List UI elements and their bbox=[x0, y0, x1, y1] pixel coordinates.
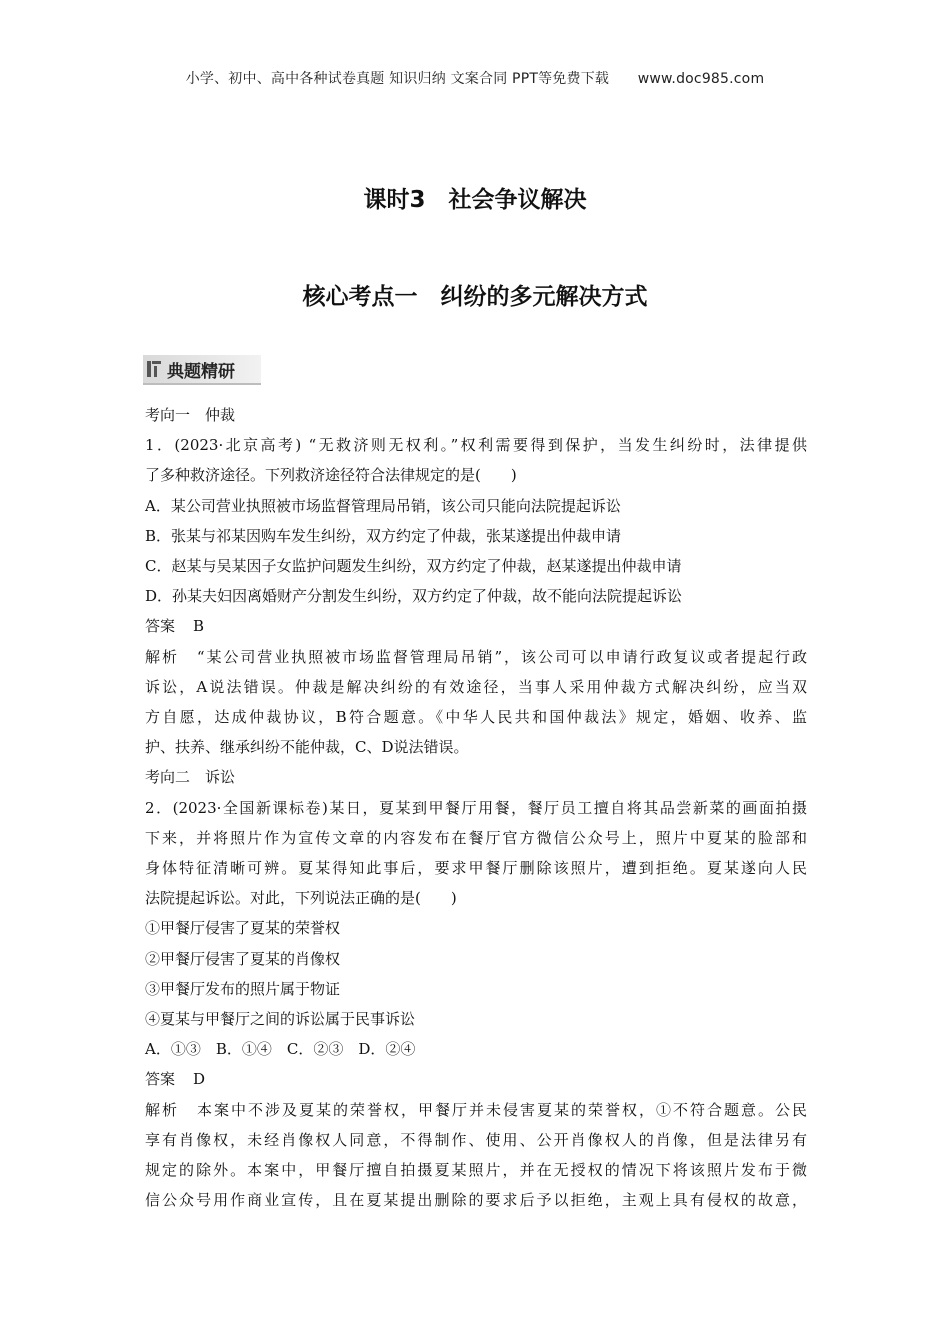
q1-explanation-line: 诉讼，A说法错误。仲裁是解决纠纷的有效途径，当事人采用仲裁方式解决纠纷，应当双 bbox=[145, 677, 807, 696]
q2-explanation-line: 享有肖像权，未经肖像权人同意，不得制作、使用、公开肖像权人的肖像，但是法律另有 bbox=[145, 1130, 807, 1149]
q1-option-d: D．孙某夫妇因离婚财产分割发生纠纷，双方约定了仲裁，故不能向法院提起诉讼 bbox=[145, 587, 683, 606]
q2-stem-line: 法院提起诉讼。对此，下列说法正确的是( ) bbox=[145, 889, 457, 908]
q1-answer bbox=[145, 611, 807, 641]
q1-explanation-line: 方自愿，达成仲裁协议，B符合题意。《中华人民共和国仲裁法》规定，婚姻、收养、监 bbox=[145, 708, 807, 727]
explanation-label: 解析 bbox=[145, 1100, 179, 1119]
q2-choices: A．①③ B．①④ C．②③ D．②④ bbox=[145, 1040, 416, 1059]
explanation-text: “某公司营业执照被市场监督管理局吊销”，该公司可以申请行政复议或者提起行政 bbox=[196, 647, 807, 666]
q2-explanation-line: 规定的除外。本案中，甲餐厅擅自拍摄夏某照片，并在无授权的情况下将该照片发布于微 bbox=[145, 1161, 807, 1180]
answer-value: B bbox=[193, 617, 205, 636]
section-title: 核心考点一 纠纷的多元解决方式 bbox=[302, 284, 648, 310]
header-site-link[interactable]: www.doc985.com bbox=[637, 71, 765, 87]
q1-explanation-line: 护、扶养、继承纠纷不能仲裁，C、D说法错误。 bbox=[145, 738, 469, 757]
q2-stem-line: 下来，并将照片作为宣传文章的内容发布在餐厅官方微信公众号上，照片中夏某的脸部和 bbox=[145, 828, 807, 847]
q2-item: ③甲餐厅发布的照片属于物证 bbox=[145, 979, 341, 998]
q2-item: ④夏某与甲餐厅之间的诉讼属于民事诉讼 bbox=[145, 1010, 416, 1029]
badge-label: 典题精研 bbox=[167, 361, 235, 382]
page-header bbox=[0, 68, 950, 88]
answer-value: D bbox=[193, 1070, 206, 1089]
q2-explanation-line bbox=[145, 1095, 807, 1125]
q1-option-c: C．赵某与吴某因子女监护问题发生纠纷，双方约定了仲裁，赵某遂提出仲裁申请 bbox=[145, 557, 682, 576]
q2-item: ②甲餐厅侵害了夏某的肖像权 bbox=[145, 949, 341, 968]
section-badge bbox=[143, 355, 261, 385]
q2-answer bbox=[145, 1064, 807, 1094]
q1-stem-line: 了多种救济途径。下列救济途径符合法律规定的是( ) bbox=[145, 466, 517, 485]
q1-option-a: A．某公司营业执照被市场监督管理局吊销，该公司只能向法院提起诉讼 bbox=[145, 496, 621, 515]
header-text: 小学、初中、高中各种试卷真题 知识归纳 文案合同 PPT等免费下载 bbox=[185, 71, 610, 87]
q2-item: ①甲餐厅侵害了夏某的荣誉权 bbox=[145, 919, 341, 938]
q1-option-b: B．张某与祁某因购车发生纠纷，双方约定了仲裁，张某遂提出仲裁申请 bbox=[145, 526, 622, 545]
q1-explanation-line bbox=[145, 642, 807, 672]
direction-heading-2: 考向二 诉讼 bbox=[145, 768, 236, 787]
direction-heading-1: 考向一 仲裁 bbox=[145, 406, 236, 424]
explanation-label: 解析 bbox=[145, 647, 179, 666]
q1-stem-line: 1．(2023·北京高考) “无救济则无权利。”权利需要得到保护，当发生纠纷时，法律提供 bbox=[145, 436, 807, 455]
explanation-text: 本案中不涉及夏某的荣誉权，甲餐厅并未侵害夏某的荣誉权，①不符合题意。公民 bbox=[197, 1100, 807, 1119]
badge-icon bbox=[147, 361, 161, 377]
answer-label: 答案 bbox=[145, 617, 176, 636]
q2-stem-line: 2．(2023·全国新课标卷)某日，夏某到甲餐厅用餐，餐厅员工擅自将其品尝新菜的画面拍摄 bbox=[145, 798, 807, 817]
answer-label: 答案 bbox=[145, 1070, 176, 1089]
lesson-title: 课时3 社会争议解决 bbox=[363, 187, 587, 213]
q2-explanation-line: 信公众号用作商业宣传，且在夏某提出删除的要求后予以拒绝，主观上具有侵权的故意， bbox=[145, 1191, 807, 1210]
document-body bbox=[145, 400, 807, 1215]
q2-stem-line: 身体特征清晰可辨。夏某得知此事后，要求甲餐厅删除该照片，遭到拒绝。夏某遂向人民 bbox=[145, 859, 807, 878]
